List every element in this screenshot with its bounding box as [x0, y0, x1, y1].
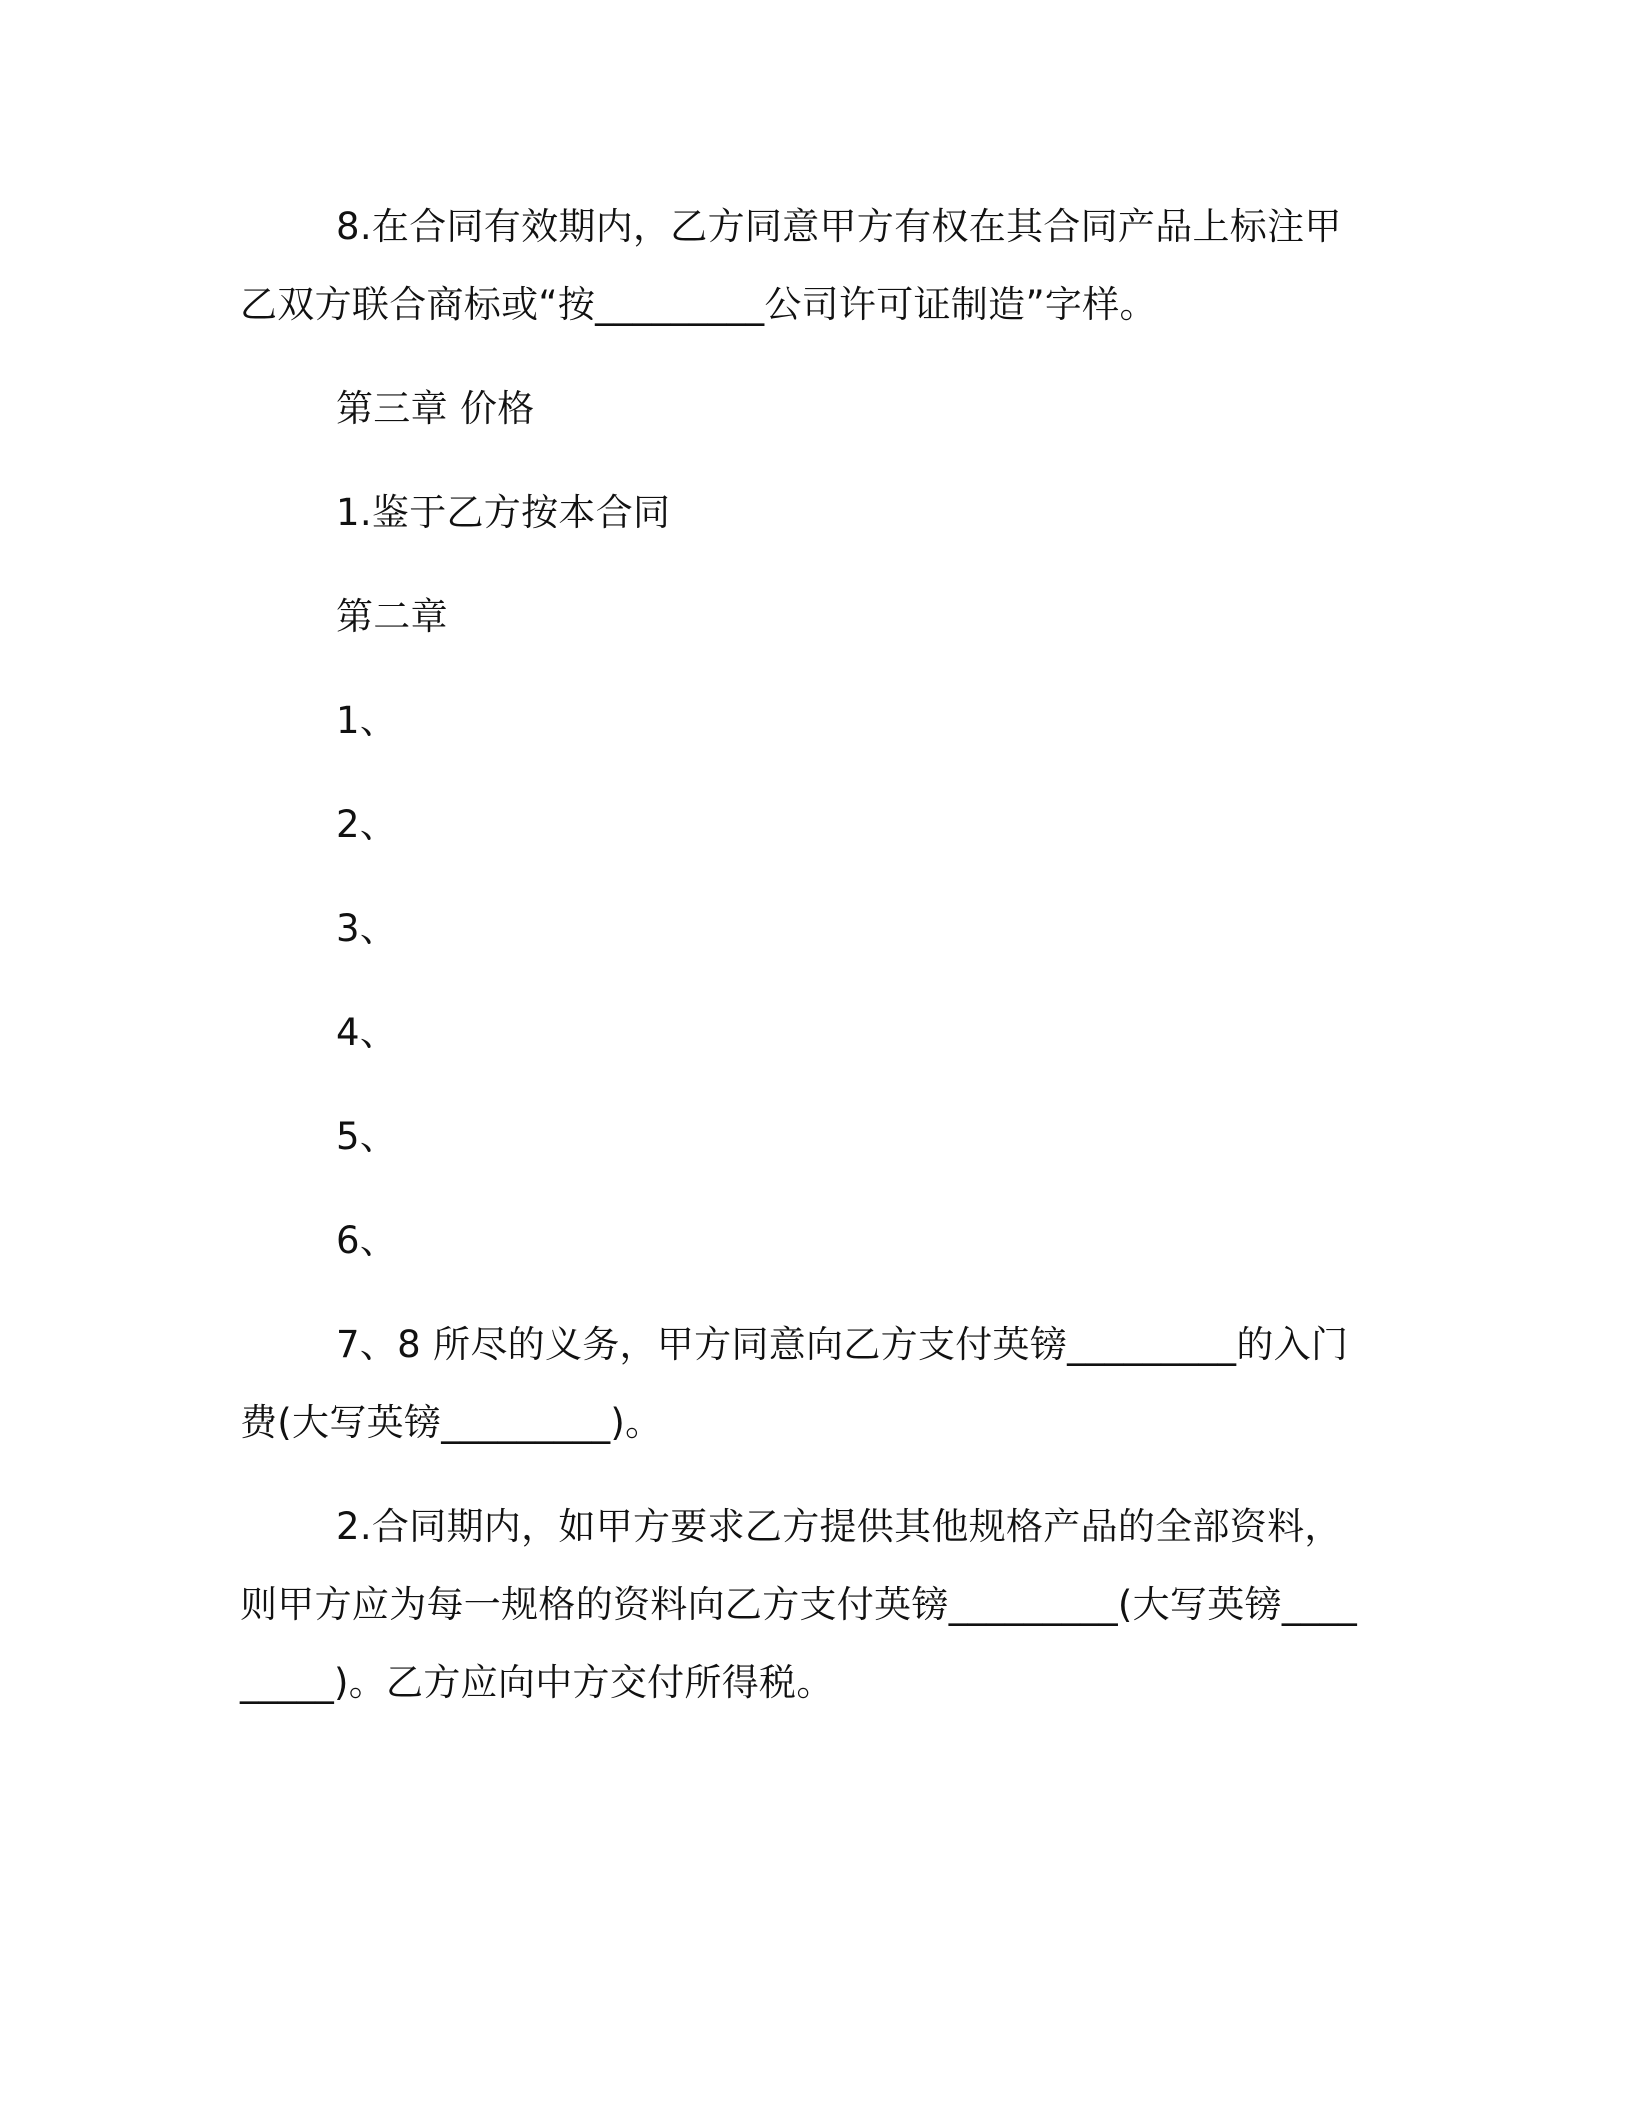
list-item-4: 4、 [336, 1011, 398, 1054]
list-item-3: 3、 [336, 907, 398, 950]
chapter-2-heading: 第二章 [336, 595, 448, 638]
list-item-5: 5、 [336, 1115, 398, 1158]
entry-fee-paragraph: 7、8 所尽的义务，甲方同意向乙方支付英镑_________的入门费(大写英镑_________)。 [240, 1323, 1349, 1444]
price-clause-2: 2.合同期内，如甲方要求乙方提供其他规格产品的全部资料，则甲方应为每一规格的资料向乙方支付英镑_________(大写英镑_________)。乙方应向中方交付所得税。 [240, 1505, 1358, 1704]
list-item-2: 2、 [336, 803, 398, 846]
price-clause-1: 1.鉴于乙方按本合同 [336, 491, 671, 534]
document-body [240, 188, 1370, 1748]
list-item-6: 6、 [336, 1219, 398, 1262]
list-item-1: 1、 [336, 699, 398, 742]
chapter-3-heading: 第三章 价格 [336, 387, 535, 430]
clause-8-paragraph: 8.在合同有效期内，乙方同意甲方有权在其合同产品上标注甲乙双方联合商标或“按_________公司许可证制造”字样。 [240, 205, 1342, 326]
